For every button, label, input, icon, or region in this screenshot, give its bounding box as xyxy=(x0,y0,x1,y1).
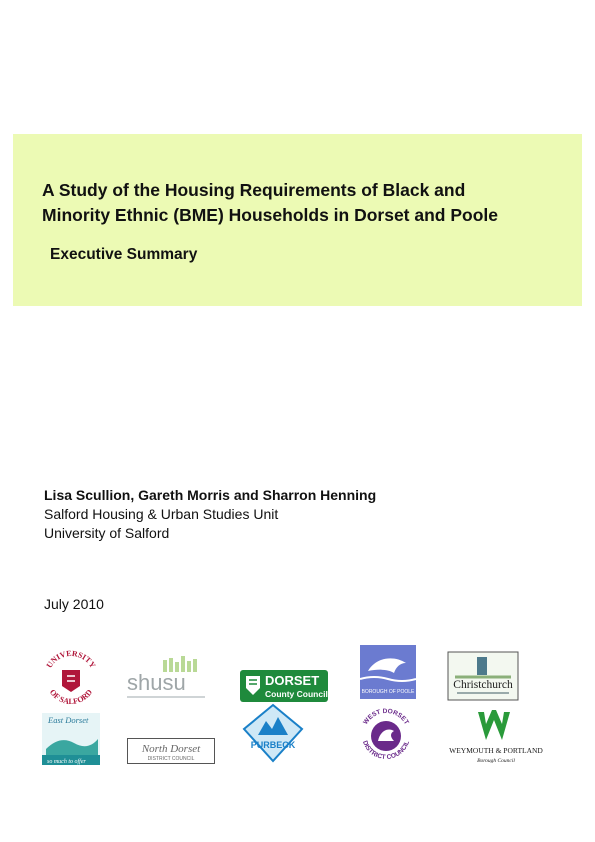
dorset-county-council-logo xyxy=(240,670,328,702)
shusu-wordmark: shusu xyxy=(127,670,186,695)
publication-date: July 2010 xyxy=(44,596,104,612)
document-title xyxy=(42,178,572,228)
purbeck-logo xyxy=(240,703,306,763)
north-dorset-tagline: DISTRICT COUNCIL xyxy=(147,756,195,762)
poole-logo-text: BOROUGH OF POOLE xyxy=(361,689,415,695)
author-unit: Salford Housing & Urban Studies Unit xyxy=(44,506,279,522)
purbeck-name: PURBECK xyxy=(250,740,296,750)
christchurch-wordmark: Christchurch xyxy=(453,679,513,691)
weymouth-tagline: Borough Council xyxy=(477,758,515,764)
university-of-salford-logo xyxy=(40,648,102,710)
salford-ring-top: UNIVERSITY xyxy=(44,648,98,670)
east-dorset-logo xyxy=(42,713,100,765)
author-names: Lisa Scullion, Gareth Morris and Sharron Henning xyxy=(44,487,377,503)
document-subtitle: Executive Summary xyxy=(50,246,198,263)
author-university: University of Salford xyxy=(44,525,170,541)
svg-text:UNIVERSITY xyxy=(45,649,98,670)
christchurch-logo xyxy=(447,651,519,701)
author-block xyxy=(44,486,376,543)
salford-ring-bottom: OF SALFORD xyxy=(47,687,95,707)
title-line-2: Minority Ethnic (BME) Households in Dorset and Poole xyxy=(42,205,498,225)
borough-of-poole-logo xyxy=(360,645,416,699)
weymouth-portland-logo xyxy=(446,710,546,766)
west-dorset-logo xyxy=(356,705,416,765)
north-dorset-logo xyxy=(127,738,215,764)
title-line-1: A Study of the Housing Requirements of Black and xyxy=(42,180,466,200)
west-dorset-ring-top: WEST DORSET xyxy=(362,707,410,726)
west-dorset-ring-bottom: DISTRICT COUNCIL xyxy=(360,739,412,762)
shusu-logo xyxy=(125,656,207,702)
weymouth-name: WEYMOUTH & PORTLAND xyxy=(449,746,543,755)
east-dorset-tagline: so much to offer xyxy=(47,759,86,765)
east-dorset-name: East Dorset xyxy=(48,715,89,725)
north-dorset-name: North Dorset xyxy=(141,743,201,755)
dorset-cc-line-2: County Council xyxy=(265,689,328,699)
dorset-cc-line-1: DORSET xyxy=(265,673,320,688)
